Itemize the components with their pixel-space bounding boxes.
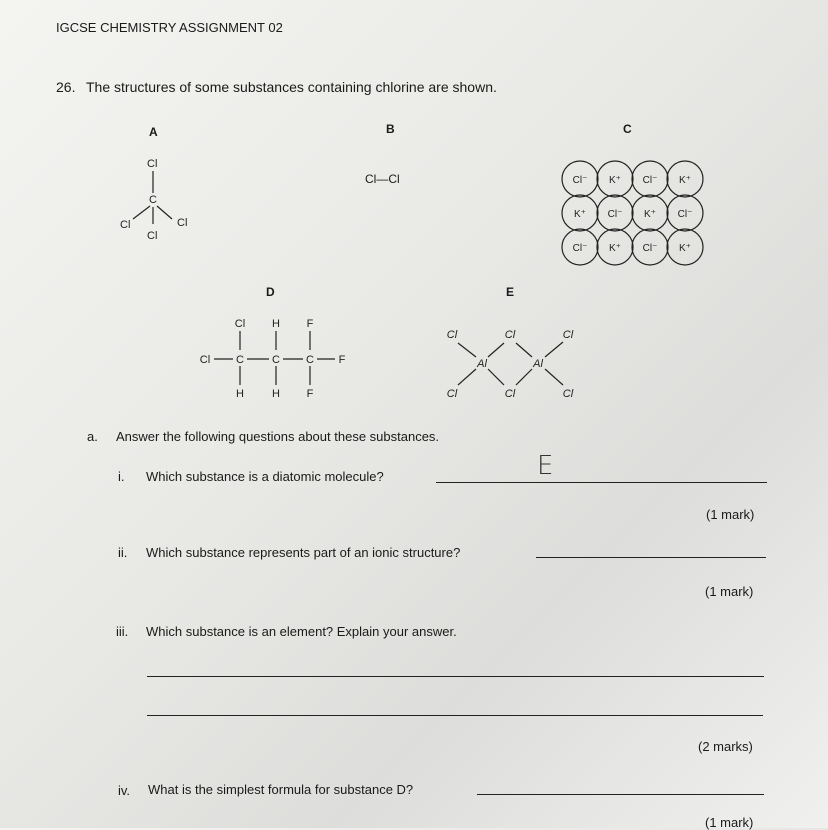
atom: Cl bbox=[120, 219, 131, 231]
atom: Cl bbox=[147, 230, 158, 242]
atom: C bbox=[272, 354, 280, 366]
marks-iv: (1 mark) bbox=[705, 815, 754, 830]
ion-label: Cl⁻ bbox=[677, 209, 693, 220]
marks-i: (1 mark) bbox=[706, 507, 755, 522]
handwritten-answer: E bbox=[537, 451, 554, 481]
structure-d-label: D bbox=[266, 285, 275, 299]
question-i-text: Which substance is a diatomic molecule? bbox=[146, 469, 384, 484]
atom: Al bbox=[477, 358, 487, 370]
assignment-header: IGCSE CHEMISTRY ASSIGNMENT 02 bbox=[56, 20, 283, 35]
atom: Cl bbox=[234, 318, 246, 330]
question-ii-number: ii. bbox=[118, 545, 128, 560]
question-intro: The structures of some substances containing chlorine are shown. bbox=[86, 79, 497, 95]
atom: Cl bbox=[562, 388, 574, 400]
answer-line[interactable] bbox=[147, 715, 763, 716]
atom: Cl bbox=[504, 388, 516, 400]
atom: Cl bbox=[446, 388, 458, 400]
atom: Al bbox=[533, 358, 543, 370]
atom: Cl bbox=[446, 329, 458, 341]
atom: C bbox=[149, 194, 157, 206]
atom: F bbox=[338, 354, 346, 366]
atom: Cl bbox=[177, 217, 188, 229]
ion-label: Cl⁻ bbox=[607, 209, 623, 220]
question-iv-number: iv. bbox=[118, 783, 131, 798]
ion-label: Cl⁻ bbox=[572, 243, 588, 254]
answer-line[interactable] bbox=[147, 676, 764, 677]
ion-label: K⁺ bbox=[574, 209, 586, 220]
question-iii-text: Which substance is an element? Explain your answer. bbox=[146, 624, 457, 639]
question-iii-number: iii. bbox=[116, 624, 129, 639]
question-number: 26. bbox=[56, 79, 76, 95]
atom: H bbox=[272, 388, 280, 400]
question-iv-text: What is the simplest formula for substance D? bbox=[148, 782, 414, 797]
part-a-text: Answer the following questions about these substances. bbox=[116, 429, 440, 444]
question-ii-text: Which substance represents part of an ionic structure? bbox=[146, 545, 461, 560]
atom: Cl bbox=[504, 329, 516, 341]
atom: C bbox=[306, 354, 314, 366]
ion-label: K⁺ bbox=[644, 209, 656, 220]
ion-label: K⁺ bbox=[679, 243, 691, 254]
atom: Cl bbox=[147, 158, 158, 170]
answer-line[interactable] bbox=[477, 794, 764, 795]
ion-label: K⁺ bbox=[679, 175, 691, 186]
atom: F bbox=[306, 318, 314, 330]
marks-ii: (1 mark) bbox=[705, 584, 754, 599]
ion-label: Cl⁻ bbox=[642, 175, 658, 186]
atom: H bbox=[236, 388, 244, 400]
structure-b-formula: Cl—Cl bbox=[365, 172, 400, 186]
structure-e-label: E bbox=[506, 285, 515, 299]
atom: C bbox=[236, 354, 244, 366]
marks-iii: (2 marks) bbox=[698, 739, 753, 754]
ion-label: Cl⁻ bbox=[642, 243, 658, 254]
answer-line[interactable] bbox=[536, 557, 766, 558]
question-i-number: i. bbox=[118, 469, 125, 484]
ion-label: K⁺ bbox=[609, 243, 621, 254]
atom: F bbox=[306, 388, 314, 400]
ion-label: K⁺ bbox=[609, 175, 621, 186]
atom: Cl bbox=[199, 354, 211, 366]
structure-b-label: B bbox=[386, 122, 395, 136]
atom: H bbox=[272, 318, 280, 330]
atom: Cl bbox=[562, 329, 574, 341]
part-a-label: a. bbox=[87, 429, 98, 444]
structure-a-label: A bbox=[149, 125, 158, 139]
structure-c-label: C bbox=[623, 122, 632, 136]
answer-line[interactable] bbox=[436, 482, 767, 483]
ion-label: Cl⁻ bbox=[572, 175, 588, 186]
